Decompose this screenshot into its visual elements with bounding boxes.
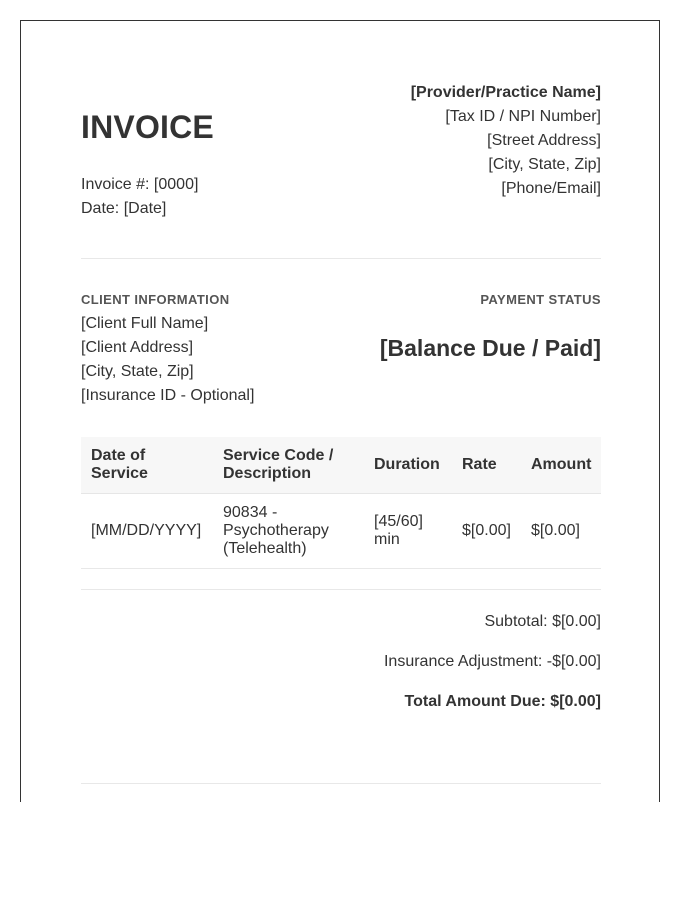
invoice-title: INVOICE xyxy=(81,109,214,145)
client-insurance-id: [Insurance ID - Optional] xyxy=(81,387,255,404)
cell-service: 90834 - Psychotherapy (Telehealth) xyxy=(213,494,364,569)
invoice-meta xyxy=(81,173,198,221)
client-address: [Client Address] xyxy=(81,339,194,356)
payment-heading: PAYMENT STATUS xyxy=(480,292,601,307)
provider-name: [Provider/Practice Name] xyxy=(410,84,601,101)
footer-divider xyxy=(81,783,601,784)
column-header-rate: Rate xyxy=(452,437,521,494)
provider-contact: [Phone/Email] xyxy=(501,180,601,197)
client-city: [City, State, Zip] xyxy=(81,363,194,380)
table-header-row xyxy=(81,437,601,494)
total-amount-due: Total Amount Due: $[0.00] xyxy=(404,693,601,710)
provider-info xyxy=(411,81,601,201)
table-row xyxy=(81,494,601,569)
payment-status xyxy=(380,292,601,362)
totals-section xyxy=(81,589,601,732)
column-header-duration: Duration xyxy=(364,437,452,494)
invoice-date: Date: [Date] xyxy=(81,200,167,217)
provider-street: [Street Address] xyxy=(487,132,601,149)
client-full-name: [Client Full Name] xyxy=(81,315,209,332)
payment-status-value: [Balance Due / Paid] xyxy=(379,335,601,361)
cell-rate: $[0.00] xyxy=(452,494,521,569)
client-heading: CLIENT INFORMATION xyxy=(81,292,230,307)
cell-amount: $[0.00] xyxy=(521,494,601,569)
client-information xyxy=(81,292,254,408)
info-section xyxy=(81,259,601,437)
column-header-date: Date of Service xyxy=(81,437,213,494)
provider-tax-id: [Tax ID / NPI Number] xyxy=(445,108,601,125)
services-table xyxy=(81,437,601,569)
insurance-adjustment: Insurance Adjustment: -$[0.00] xyxy=(383,653,601,670)
client-details xyxy=(81,312,254,408)
column-header-service: Service Code / Description xyxy=(213,437,364,494)
invoice-number: Invoice #: [0000] xyxy=(81,176,199,193)
invoice-content xyxy=(81,81,601,732)
invoice-page xyxy=(20,20,660,802)
cell-date: [MM/DD/YYYY] xyxy=(81,494,213,569)
invoice-header xyxy=(81,81,601,258)
cell-duration: [45/60] min xyxy=(364,494,452,569)
provider-city: [City, State, Zip] xyxy=(488,156,601,173)
column-header-amount: Amount xyxy=(521,437,601,494)
subtotal: Subtotal: $[0.00] xyxy=(484,613,601,630)
